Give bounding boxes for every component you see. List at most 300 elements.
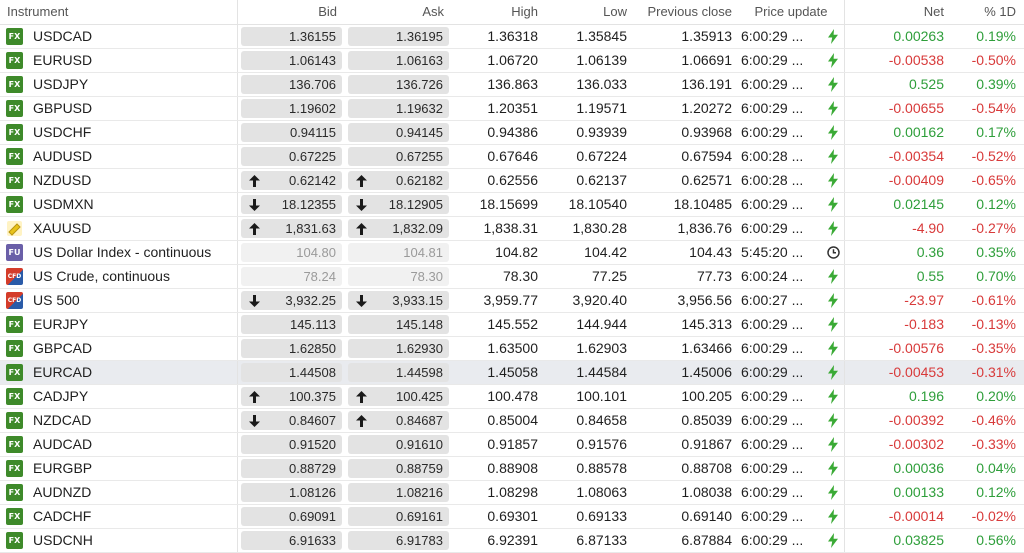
col-header-pct-1d[interactable]: % 1D — [984, 4, 1016, 19]
bid-cell[interactable] — [238, 25, 345, 48]
arrow-placeholder — [354, 246, 368, 260]
pct-change-cell: -0.46% — [971, 412, 1016, 428]
net-cell: -0.183 — [844, 313, 944, 336]
bolt-icon — [826, 101, 840, 117]
ask-value: 100.425 — [396, 389, 443, 404]
bid-quote[interactable] — [241, 339, 342, 358]
pct-change-cell: -0.50% — [971, 52, 1016, 68]
bolt-icon — [826, 173, 840, 189]
col-header-ask[interactable]: Ask — [422, 4, 444, 19]
bid-quote[interactable] — [241, 243, 342, 262]
ask-cell[interactable] — [345, 337, 452, 360]
instrument-cell[interactable] — [0, 169, 238, 192]
ask-quote[interactable] — [348, 387, 449, 406]
bid-cell[interactable] — [238, 49, 345, 72]
table-row[interactable] — [0, 241, 1024, 265]
price-update-cell — [738, 265, 844, 288]
bid-cell[interactable] — [238, 337, 345, 360]
bid-quote[interactable] — [241, 315, 342, 334]
ask-cell[interactable] — [345, 193, 452, 216]
previous-close-cell: 1.63466 — [681, 340, 732, 356]
bid-quote[interactable] — [241, 147, 342, 166]
bid-quote[interactable] — [241, 219, 342, 238]
instrument-cell[interactable] — [0, 193, 238, 216]
instrument-cell[interactable] — [0, 121, 238, 144]
bid-value: 1.44508 — [289, 365, 336, 380]
bid-value: 0.94115 — [289, 125, 336, 140]
net-cell: -0.00014 — [844, 505, 944, 528]
high-cell: 1.63500 — [487, 340, 538, 356]
high-cell: 1,838.31 — [483, 220, 538, 236]
ask-value: 1.36195 — [396, 29, 443, 44]
table-row[interactable] — [0, 385, 1024, 409]
bid-cell[interactable] — [238, 529, 345, 552]
table-row[interactable] — [0, 505, 1024, 529]
arrow-placeholder — [354, 438, 368, 452]
bid-quote[interactable] — [241, 459, 342, 478]
bid-value: 100.375 — [289, 389, 336, 404]
update-time: 6:00:24 ... — [741, 268, 804, 284]
previous-close-cell: 0.69140 — [681, 508, 732, 524]
arrow-placeholder — [354, 462, 368, 476]
ask-quote[interactable] — [348, 219, 449, 238]
bid-cell[interactable] — [238, 433, 345, 456]
low-cell: 0.62137 — [576, 172, 627, 188]
ask-quote[interactable] — [348, 123, 449, 142]
ask-quote[interactable] — [348, 531, 449, 550]
instrument-name: USDMXN — [33, 196, 94, 212]
fx-badge-icon: FX — [6, 388, 23, 405]
instrument-cell[interactable] — [0, 337, 238, 360]
ask-value: 0.84687 — [396, 413, 443, 428]
table-row[interactable] — [0, 313, 1024, 337]
high-cell: 3,959.77 — [483, 292, 538, 308]
bid-quote[interactable] — [241, 483, 342, 502]
instrument-cell[interactable] — [0, 289, 238, 312]
bid-quote[interactable] — [241, 51, 342, 70]
fx-badge-icon: FX — [6, 100, 23, 117]
col-header-previous-close[interactable]: Previous close — [647, 4, 732, 19]
header-row — [0, 0, 1024, 25]
instrument-cell[interactable] — [0, 145, 238, 168]
bid-cell[interactable] — [238, 193, 345, 216]
bid-quote[interactable] — [241, 291, 342, 310]
ask-value: 1,832.09 — [392, 221, 443, 236]
bid-quote[interactable] — [241, 531, 342, 550]
ask-value: 1.19632 — [396, 101, 443, 116]
high-cell: 0.91857 — [487, 436, 538, 452]
arrow-down-icon — [247, 414, 261, 428]
table-row[interactable] — [0, 49, 1024, 73]
update-time: 6:00:29 ... — [741, 76, 804, 92]
bid-quote[interactable] — [241, 411, 342, 430]
ask-quote[interactable] — [348, 75, 449, 94]
ask-cell[interactable] — [345, 457, 452, 480]
arrow-placeholder — [354, 30, 368, 44]
ask-cell[interactable] — [345, 49, 452, 72]
bid-value: 78.24 — [303, 269, 336, 284]
bid-quote[interactable] — [241, 75, 342, 94]
bid-value: 1.19602 — [289, 101, 336, 116]
arrow-placeholder — [247, 246, 261, 260]
bid-value: 0.69091 — [289, 509, 336, 524]
rows-container — [0, 25, 1024, 553]
arrow-placeholder — [247, 486, 261, 500]
price-update-cell — [738, 97, 844, 120]
table-row[interactable] — [0, 529, 1024, 553]
instrument-name: GBPUSD — [33, 100, 93, 116]
fx-badge-icon: FX — [6, 412, 23, 429]
ask-cell[interactable] — [345, 25, 452, 48]
instrument-name: US Crude, continuous — [33, 268, 170, 284]
arrow-placeholder — [247, 54, 261, 68]
ask-cell[interactable] — [345, 217, 452, 240]
bid-cell[interactable] — [238, 265, 345, 288]
ask-quote[interactable] — [348, 195, 449, 214]
ask-value: 1.06163 — [396, 53, 443, 68]
bid-cell[interactable] — [238, 145, 345, 168]
price-update-cell — [738, 361, 844, 384]
bid-quote[interactable] — [241, 27, 342, 46]
pct-change-cell: -0.31% — [971, 364, 1016, 380]
update-time: 6:00:28 ... — [741, 148, 804, 164]
low-cell: 1.62903 — [576, 340, 627, 356]
table-row[interactable] — [0, 433, 1024, 457]
instrument-name: CADJPY — [33, 388, 89, 404]
bid-cell[interactable] — [238, 409, 345, 432]
ask-cell[interactable] — [345, 505, 452, 528]
instrument-cell[interactable] — [0, 409, 238, 432]
bid-quote[interactable] — [241, 267, 342, 286]
previous-close-cell: 77.73 — [696, 268, 732, 284]
ask-cell[interactable] — [345, 361, 452, 384]
table-row[interactable] — [0, 217, 1024, 241]
ask-cell[interactable] — [345, 97, 452, 120]
previous-close-cell: 1.35913 — [681, 28, 732, 44]
fx-badge-icon: FX — [6, 532, 23, 549]
ask-quote[interactable] — [348, 171, 449, 190]
pct-change-cell: 0.12% — [976, 196, 1016, 212]
arrow-placeholder — [247, 534, 261, 548]
instrument-cell[interactable] — [0, 241, 238, 264]
gold-bar-icon — [6, 220, 23, 237]
ask-quote[interactable] — [348, 147, 449, 166]
net-cell: -0.00302 — [844, 433, 944, 456]
bid-value: 18.12355 — [281, 197, 336, 212]
instrument-name: US Dollar Index - continuous — [33, 244, 212, 260]
arrow-placeholder — [247, 150, 261, 164]
bolt-icon — [826, 293, 840, 309]
instrument-name: AUDCAD — [33, 436, 93, 452]
ask-cell[interactable] — [345, 409, 452, 432]
bolt-icon — [826, 221, 840, 237]
bid-cell[interactable] — [238, 361, 345, 384]
bid-cell[interactable] — [238, 169, 345, 192]
bid-value: 0.62142 — [289, 173, 336, 188]
high-cell: 0.94386 — [487, 124, 538, 140]
table-row[interactable] — [0, 169, 1024, 193]
col-header-price-update[interactable]: Price update — [754, 4, 828, 19]
net-cell: 0.00133 — [844, 481, 944, 504]
price-update-cell — [738, 433, 844, 456]
instrument-cell[interactable] — [0, 73, 238, 96]
pct-change-cell: 0.17% — [976, 124, 1016, 140]
bid-cell[interactable] — [238, 217, 345, 240]
arrow-up-icon — [354, 174, 368, 188]
price-update-cell — [738, 385, 844, 408]
bid-quote[interactable] — [241, 123, 342, 142]
bid-cell[interactable] — [238, 505, 345, 528]
bolt-icon — [826, 197, 840, 213]
arrow-down-icon — [247, 198, 261, 212]
instrument-name: US 500 — [33, 292, 80, 308]
net-cell: -4.90 — [844, 217, 944, 240]
ask-quote[interactable] — [348, 411, 449, 430]
update-time: 6:00:29 ... — [741, 532, 804, 548]
instrument-name: CADCHF — [33, 508, 92, 524]
ask-cell[interactable] — [345, 265, 452, 288]
net-cell: -0.00538 — [844, 49, 944, 72]
ask-quote[interactable] — [348, 339, 449, 358]
arrow-placeholder — [247, 366, 261, 380]
ask-cell[interactable] — [345, 529, 452, 552]
table-row[interactable] — [0, 289, 1024, 313]
instrument-cell[interactable] — [0, 97, 238, 120]
ask-value: 1.08216 — [396, 485, 443, 500]
col-header-net[interactable]: Net — [844, 0, 944, 24]
instrument-cell[interactable] — [0, 505, 238, 528]
instrument-cell[interactable] — [0, 433, 238, 456]
bid-cell[interactable] — [238, 481, 345, 504]
ask-cell[interactable] — [345, 145, 452, 168]
fx-badge-icon: FX — [6, 364, 23, 381]
table-row[interactable] — [0, 409, 1024, 433]
ask-quote[interactable] — [348, 363, 449, 382]
arrow-placeholder — [247, 462, 261, 476]
table-row[interactable] — [0, 25, 1024, 49]
instrument-cell[interactable] — [0, 25, 238, 48]
col-header-bid[interactable]: Bid — [318, 4, 337, 19]
net-cell: -0.00655 — [844, 97, 944, 120]
table-row[interactable] — [0, 73, 1024, 97]
ask-value: 0.94145 — [396, 125, 443, 140]
pct-change-cell: -0.61% — [971, 292, 1016, 308]
ask-quote[interactable] — [348, 459, 449, 478]
ask-cell[interactable] — [345, 385, 452, 408]
instrument-cell[interactable] — [0, 481, 238, 504]
ask-cell[interactable] — [345, 481, 452, 504]
bid-quote[interactable] — [241, 171, 342, 190]
net-cell: 0.196 — [844, 385, 944, 408]
arrow-placeholder — [354, 54, 368, 68]
pct-change-cell: 0.12% — [976, 484, 1016, 500]
ask-quote[interactable] — [348, 243, 449, 262]
ask-quote[interactable] — [348, 507, 449, 526]
high-cell: 18.15699 — [479, 196, 538, 212]
price-update-cell — [738, 169, 844, 192]
bid-cell[interactable] — [238, 457, 345, 480]
table-row[interactable] — [0, 361, 1024, 385]
instrument-cell[interactable] — [0, 529, 238, 552]
arrow-placeholder — [354, 102, 368, 116]
ask-quote[interactable] — [348, 291, 449, 310]
instrument-cell[interactable] — [0, 457, 238, 480]
arrow-placeholder — [247, 318, 261, 332]
col-header-low[interactable]: Low — [603, 4, 627, 19]
bid-value: 145.113 — [289, 317, 336, 332]
update-time: 6:00:28 ... — [741, 172, 804, 188]
col-header-high[interactable]: High — [511, 4, 538, 19]
arrow-up-icon — [354, 414, 368, 428]
price-update-cell — [738, 217, 844, 240]
price-update-cell — [738, 193, 844, 216]
high-cell: 145.552 — [487, 316, 538, 332]
low-cell: 1,830.28 — [572, 220, 627, 236]
net-cell: 0.00263 — [844, 25, 944, 48]
high-cell: 1.08298 — [487, 484, 538, 500]
arrow-down-icon — [247, 294, 261, 308]
arrow-down-icon — [354, 294, 368, 308]
ask-cell[interactable] — [345, 433, 452, 456]
instrument-name: USDJPY — [33, 76, 89, 92]
previous-close-cell: 1.06691 — [681, 52, 732, 68]
col-header-instrument[interactable]: Instrument — [0, 0, 238, 24]
fx-badge-icon: FX — [6, 196, 23, 213]
bolt-icon — [826, 269, 840, 285]
high-cell: 0.85004 — [487, 412, 538, 428]
price-update-cell — [738, 505, 844, 528]
fx-badge-icon: FX — [6, 172, 23, 189]
pct-change-cell: -0.13% — [971, 316, 1016, 332]
net-cell: 0.02145 — [844, 193, 944, 216]
previous-close-cell: 100.205 — [681, 388, 732, 404]
instrument-cell[interactable] — [0, 361, 238, 384]
price-update-cell — [738, 73, 844, 96]
bolt-icon — [826, 77, 840, 93]
bid-quote[interactable] — [241, 435, 342, 454]
update-time: 6:00:29 ... — [741, 28, 804, 44]
low-cell: 18.10540 — [568, 196, 627, 212]
bid-cell[interactable] — [238, 385, 345, 408]
low-cell: 1.35845 — [576, 28, 627, 44]
bid-cell[interactable] — [238, 241, 345, 264]
instrument-cell[interactable] — [0, 49, 238, 72]
low-cell: 0.93939 — [576, 124, 627, 140]
bid-value: 1.06143 — [289, 53, 336, 68]
table-row[interactable] — [0, 481, 1024, 505]
ask-cell[interactable] — [345, 169, 452, 192]
ask-value: 0.67255 — [396, 149, 443, 164]
instrument-cell[interactable] — [0, 265, 238, 288]
table-row[interactable] — [0, 145, 1024, 169]
bid-quote[interactable] — [241, 387, 342, 406]
low-cell: 144.944 — [576, 316, 627, 332]
arrow-placeholder — [247, 438, 261, 452]
previous-close-cell: 0.62571 — [681, 172, 732, 188]
pct-change-cell: -0.54% — [971, 100, 1016, 116]
table-row[interactable] — [0, 457, 1024, 481]
bid-value: 0.91520 — [289, 437, 336, 452]
bolt-icon — [826, 437, 840, 453]
low-cell: 0.67224 — [576, 148, 627, 164]
instrument-name: EURUSD — [33, 52, 93, 68]
bid-quote[interactable] — [241, 507, 342, 526]
instrument-name: NZDUSD — [33, 172, 92, 188]
previous-close-cell: 0.67594 — [681, 148, 732, 164]
bid-cell[interactable] — [238, 289, 345, 312]
bid-quote[interactable] — [241, 363, 342, 382]
instrument-name: XAUUSD — [33, 220, 92, 236]
instrument-cell[interactable] — [0, 217, 238, 240]
instrument-cell[interactable] — [0, 385, 238, 408]
bolt-icon — [826, 317, 840, 333]
ask-cell[interactable] — [345, 289, 452, 312]
net-cell: -23.97 — [844, 289, 944, 312]
table-row[interactable] — [0, 121, 1024, 145]
ask-cell[interactable] — [345, 121, 452, 144]
net-cell: 0.36 — [844, 241, 944, 264]
ask-quote[interactable] — [348, 27, 449, 46]
arrow-placeholder — [354, 486, 368, 500]
bid-cell[interactable] — [238, 73, 345, 96]
fx-badge-icon: FX — [6, 124, 23, 141]
bid-value: 1.62850 — [289, 341, 336, 356]
instrument-cell[interactable] — [0, 313, 238, 336]
bid-cell[interactable] — [238, 313, 345, 336]
ask-cell[interactable] — [345, 313, 452, 336]
ask-quote[interactable] — [348, 435, 449, 454]
fx-badge-icon: FX — [6, 460, 23, 477]
ask-value: 18.12905 — [388, 197, 443, 212]
low-cell: 104.42 — [584, 244, 627, 260]
price-update-cell — [738, 145, 844, 168]
price-update-cell — [738, 313, 844, 336]
previous-close-cell: 1,836.76 — [677, 220, 732, 236]
instrument-name: GBPCAD — [33, 340, 93, 356]
instrument-name: NZDCAD — [33, 412, 92, 428]
update-time: 6:00:29 ... — [741, 316, 804, 332]
instrument-name: EURCAD — [33, 364, 93, 380]
ask-cell[interactable] — [345, 73, 452, 96]
ask-cell[interactable] — [345, 241, 452, 264]
ask-quote[interactable] — [348, 483, 449, 502]
fx-badge-icon: FX — [6, 484, 23, 501]
table-row[interactable] — [0, 265, 1024, 289]
bid-cell[interactable] — [238, 121, 345, 144]
bid-cell[interactable] — [238, 97, 345, 120]
arrow-placeholder — [247, 342, 261, 356]
previous-close-cell: 1.20272 — [681, 100, 732, 116]
low-cell: 6.87133 — [576, 532, 627, 548]
bid-quote[interactable] — [241, 195, 342, 214]
ask-quote[interactable] — [348, 99, 449, 118]
bid-quote[interactable] — [241, 99, 342, 118]
table-row[interactable] — [0, 193, 1024, 217]
ask-quote[interactable] — [348, 267, 449, 286]
ask-value: 104.81 — [403, 245, 443, 260]
ask-quote[interactable] — [348, 315, 449, 334]
table-row[interactable] — [0, 97, 1024, 121]
ask-quote[interactable] — [348, 51, 449, 70]
instrument-name: USDCAD — [33, 28, 93, 44]
high-cell: 0.67646 — [487, 148, 538, 164]
arrow-placeholder — [354, 78, 368, 92]
previous-close-cell: 18.10485 — [673, 196, 732, 212]
ask-value: 1.44598 — [396, 365, 443, 380]
table-row[interactable] — [0, 337, 1024, 361]
bolt-icon — [826, 509, 840, 525]
net-cell: 0.00162 — [844, 121, 944, 144]
